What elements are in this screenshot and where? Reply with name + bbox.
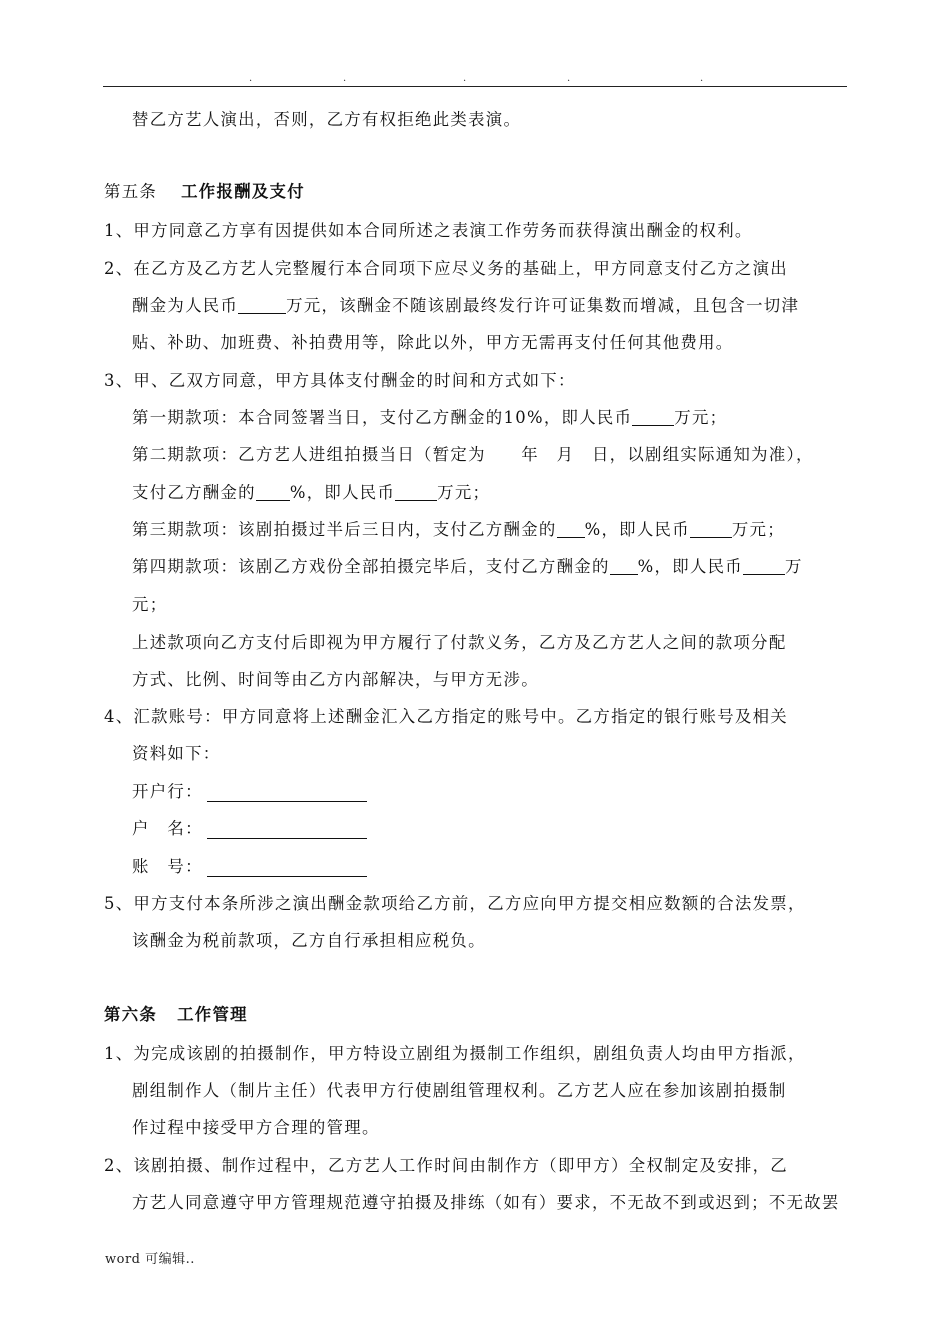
amount-blank[interactable] [743, 558, 785, 575]
account-name-field [132, 818, 367, 840]
article-5-heading [104, 181, 305, 203]
header-dot: . [700, 73, 704, 84]
header-dot: . [463, 73, 467, 84]
amount-blank[interactable] [632, 409, 674, 426]
article-6-title: 工作管理 [177, 1005, 248, 1024]
article-6-clause-2: 2、该剧拍摄、制作过程中，乙方艺人工作时间由制作方（即甲方）全权制定及安排，乙 [104, 1156, 788, 1175]
payment-stage-4-line-2: 元； [132, 595, 168, 614]
article-5-title: 工作报酬及支付 [181, 182, 305, 201]
article-6-clause-1-line-2: 剧组制作人（制片主任）代表甲方行使剧组管理权利。乙方艺人应在参加该剧拍摄制 [132, 1081, 787, 1100]
article-5-clause-1: 1、甲方同意乙方享有因提供如本合同所述之表演工作劳务而获得演出酬金的权利。 [104, 221, 753, 240]
account-name-input[interactable] [207, 820, 367, 839]
account-number-input[interactable] [207, 858, 367, 877]
bank-input[interactable] [207, 783, 367, 802]
amount-blank[interactable] [395, 484, 437, 501]
article-5-clause-5: 5、甲方支付本条所涉之演出酬金款项给乙方前，乙方应向甲方提交相应数额的合法发票， [104, 894, 806, 913]
bank-field [132, 781, 367, 803]
bank-label: 开户行： [132, 782, 203, 801]
payment-stage-2: 第二期款项：乙方艺人进组拍摄当日（暂定为 年 月 日，以剧组实际通知为准）， [132, 445, 814, 464]
article-5-clause-2: 2、在乙方及乙方艺人完整履行本合同项下应尽义务的基础上，甲方同意支付乙方之演出 [104, 259, 788, 278]
payment-note: 上述款项向乙方支付后即视为甲方履行了付款义务，乙方及乙方艺人之间的款项分配 [132, 633, 787, 652]
payment-stage-1: 第一期款项：本合同签署当日，支付乙方酬金的10%，即人民币 万元； [132, 408, 728, 427]
header-rule [103, 86, 847, 87]
header-dot: . [343, 73, 347, 84]
article-5-clause-2-line-2: 酬金为人民币 万元，该酬金不随该剧最终发行许可证集数而增减，且包含一切津 [132, 296, 800, 315]
header-dot: . [249, 73, 253, 84]
payment-stage-3: 第三期款项：该剧拍摄过半后三日内，支付乙方酬金的 %，即人民币 万元； [132, 520, 785, 539]
payment-stage-4: 第四期款项：该剧乙方戏份全部拍摄完毕后，支付乙方酬金的 %，即人民币 万 [132, 557, 803, 576]
account-name-label: 户 名： [132, 819, 203, 838]
header-dot: . [567, 73, 571, 84]
amount-blank[interactable] [690, 521, 732, 538]
article-6-clause-1-line-3: 作过程中接受甲方合理的管理。 [132, 1118, 380, 1137]
article-5-clause-4-line-2: 资料如下： [132, 744, 221, 763]
article-5-clause-5-line-2: 该酬金为税前款项，乙方自行承担相应税负。 [132, 931, 486, 950]
percent-blank[interactable] [610, 558, 638, 575]
account-number-field [132, 856, 367, 878]
article-6-clause-1: 1、为完成该剧的拍摄制作，甲方特设立剧组为摄制工作组织，剧组负责人均由甲方指派， [104, 1044, 806, 1063]
amount-blank[interactable] [238, 297, 286, 314]
article-5-number: 第五条 [104, 182, 158, 201]
payment-stage-2-line-2: 支付乙方酬金的 %，即人民币 万元； [132, 483, 491, 502]
article-5-clause-4: 4、汇款账号：甲方同意将上述酬金汇入乙方指定的账号中。乙方指定的银行账号及相关 [104, 707, 788, 726]
article-6-heading [104, 1004, 248, 1026]
article-6-clause-2-line-2: 方艺人同意遵守甲方管理规范遵守拍摄及排练（如有）要求，不无故不到或迟到；不无故罢 [132, 1193, 840, 1212]
continuation-line: 替乙方艺人演出，否则，乙方有权拒绝此类表演。 [132, 110, 522, 129]
payment-note-line-2: 方式、比例、时间等由乙方内部解决，与甲方无涉。 [132, 670, 539, 689]
percent-blank[interactable] [256, 484, 290, 501]
article-6-number: 第六条 [104, 1005, 158, 1024]
article-5-clause-3: 3、甲、乙双方同意，甲方具体支付酬金的时间和方式如下： [104, 371, 576, 390]
article-5-clause-2-line-3: 贴、补助、加班费、补拍费用等，除此以外，甲方无需再支付任何其他费用。 [132, 333, 734, 352]
footer-text: word 可编辑.. [105, 1252, 195, 1267]
percent-blank[interactable] [557, 521, 585, 538]
account-number-label: 账 号： [132, 857, 203, 876]
